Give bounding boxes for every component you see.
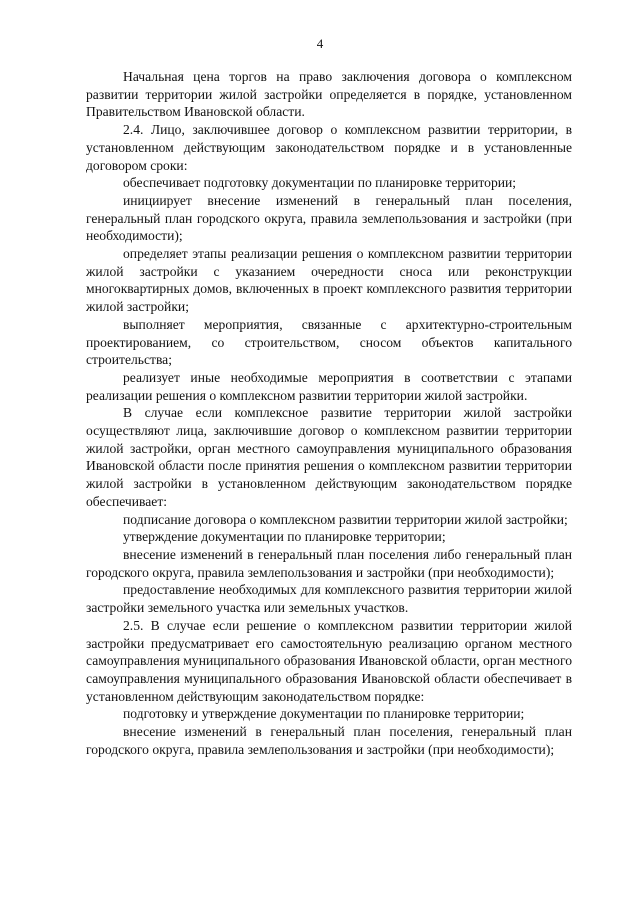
paragraph-local-authority-ensures: В случае если комплексное развитие территории жилой застройки осуществляют лица, заключившие договор о комплексном развитии территории жилой застройки, орган местного самоуправления муниципального образования Ивановской области после принятия решения о комплексном развитии территории жилой застройки в установленном действующим законодательством порядке обеспечивает: [86, 405, 572, 509]
list-item-general-plan-amendments: внесение изменений в генеральный план поселения, генеральный план городского округа, правила землепользования и застройки (при необходимости); [86, 724, 572, 757]
paragraph-initial-price: Начальная цена торгов на право заключения договора о комплексном развитии территории жилой застройки определяется в порядке, установленном Правительством Ивановской области. [86, 69, 572, 120]
list-item-plan-amendments: внесение изменений в генеральный план поселения либо генеральный план городского округа, правила землепользования и застройки (при необходимости); [86, 546, 572, 580]
list-item-design-construction: выполняет мероприятия, связанные с архитектурно-строительным проектированием, со строительством, сносом объектов капитального строительства; [86, 316, 572, 368]
paragraph-2-4: 2.4. Лицо, заключившее договор о комплексном развитии территории, в установленном действующим законодательством порядке и в установленные договором сроки: [86, 122, 572, 173]
list-item-land-plots: предоставление необходимых для комплексного развития территории жилой застройки земельного участка или земельных участков. [86, 582, 572, 616]
list-item-planning-docs: обеспечивает подготовку документации по планировке территории; [123, 175, 517, 191]
list-item-other-measures: реализует иные необходимые мероприятия в соответствии с этапами реализации решения о комплексном развитии территории жилой застройки. [86, 369, 572, 403]
list-item-general-plan-changes: инициирует внесение изменений в генеральный план поселения, генеральный план городского округа, правила землепользования и застройки (при необходимости); [86, 192, 572, 244]
document-body [86, 68, 572, 758]
list-item-signing-contract: подписание договора о комплексном развитии территории жилой застройки; [123, 511, 568, 527]
list-item-prepare-approve-docs: подготовку и утверждение документации по планировке территории; [123, 706, 525, 722]
page-number: 4 [316, 36, 324, 51]
paragraph-2-5: 2.5. В случае если решение о комплексном развитии территории жилой застройки предусматривает его самостоятельную реализацию органом местного самоуправления муниципального образования Ивановской области, орган местного самоуправления муниципального образования Ивановской области обеспечивает в установленном действующим законодательством порядке: [86, 617, 572, 704]
list-item-approve-docs: утверждение документации по планировке территории; [123, 529, 446, 545]
list-item-stages: определяет этапы реализации решения о комплексном развитии территории жилой застройки с указанием очередности сноса или реконструкции многоквартирных домов, включенных в проект комплексного развития территории жилой застройки; [86, 246, 572, 315]
